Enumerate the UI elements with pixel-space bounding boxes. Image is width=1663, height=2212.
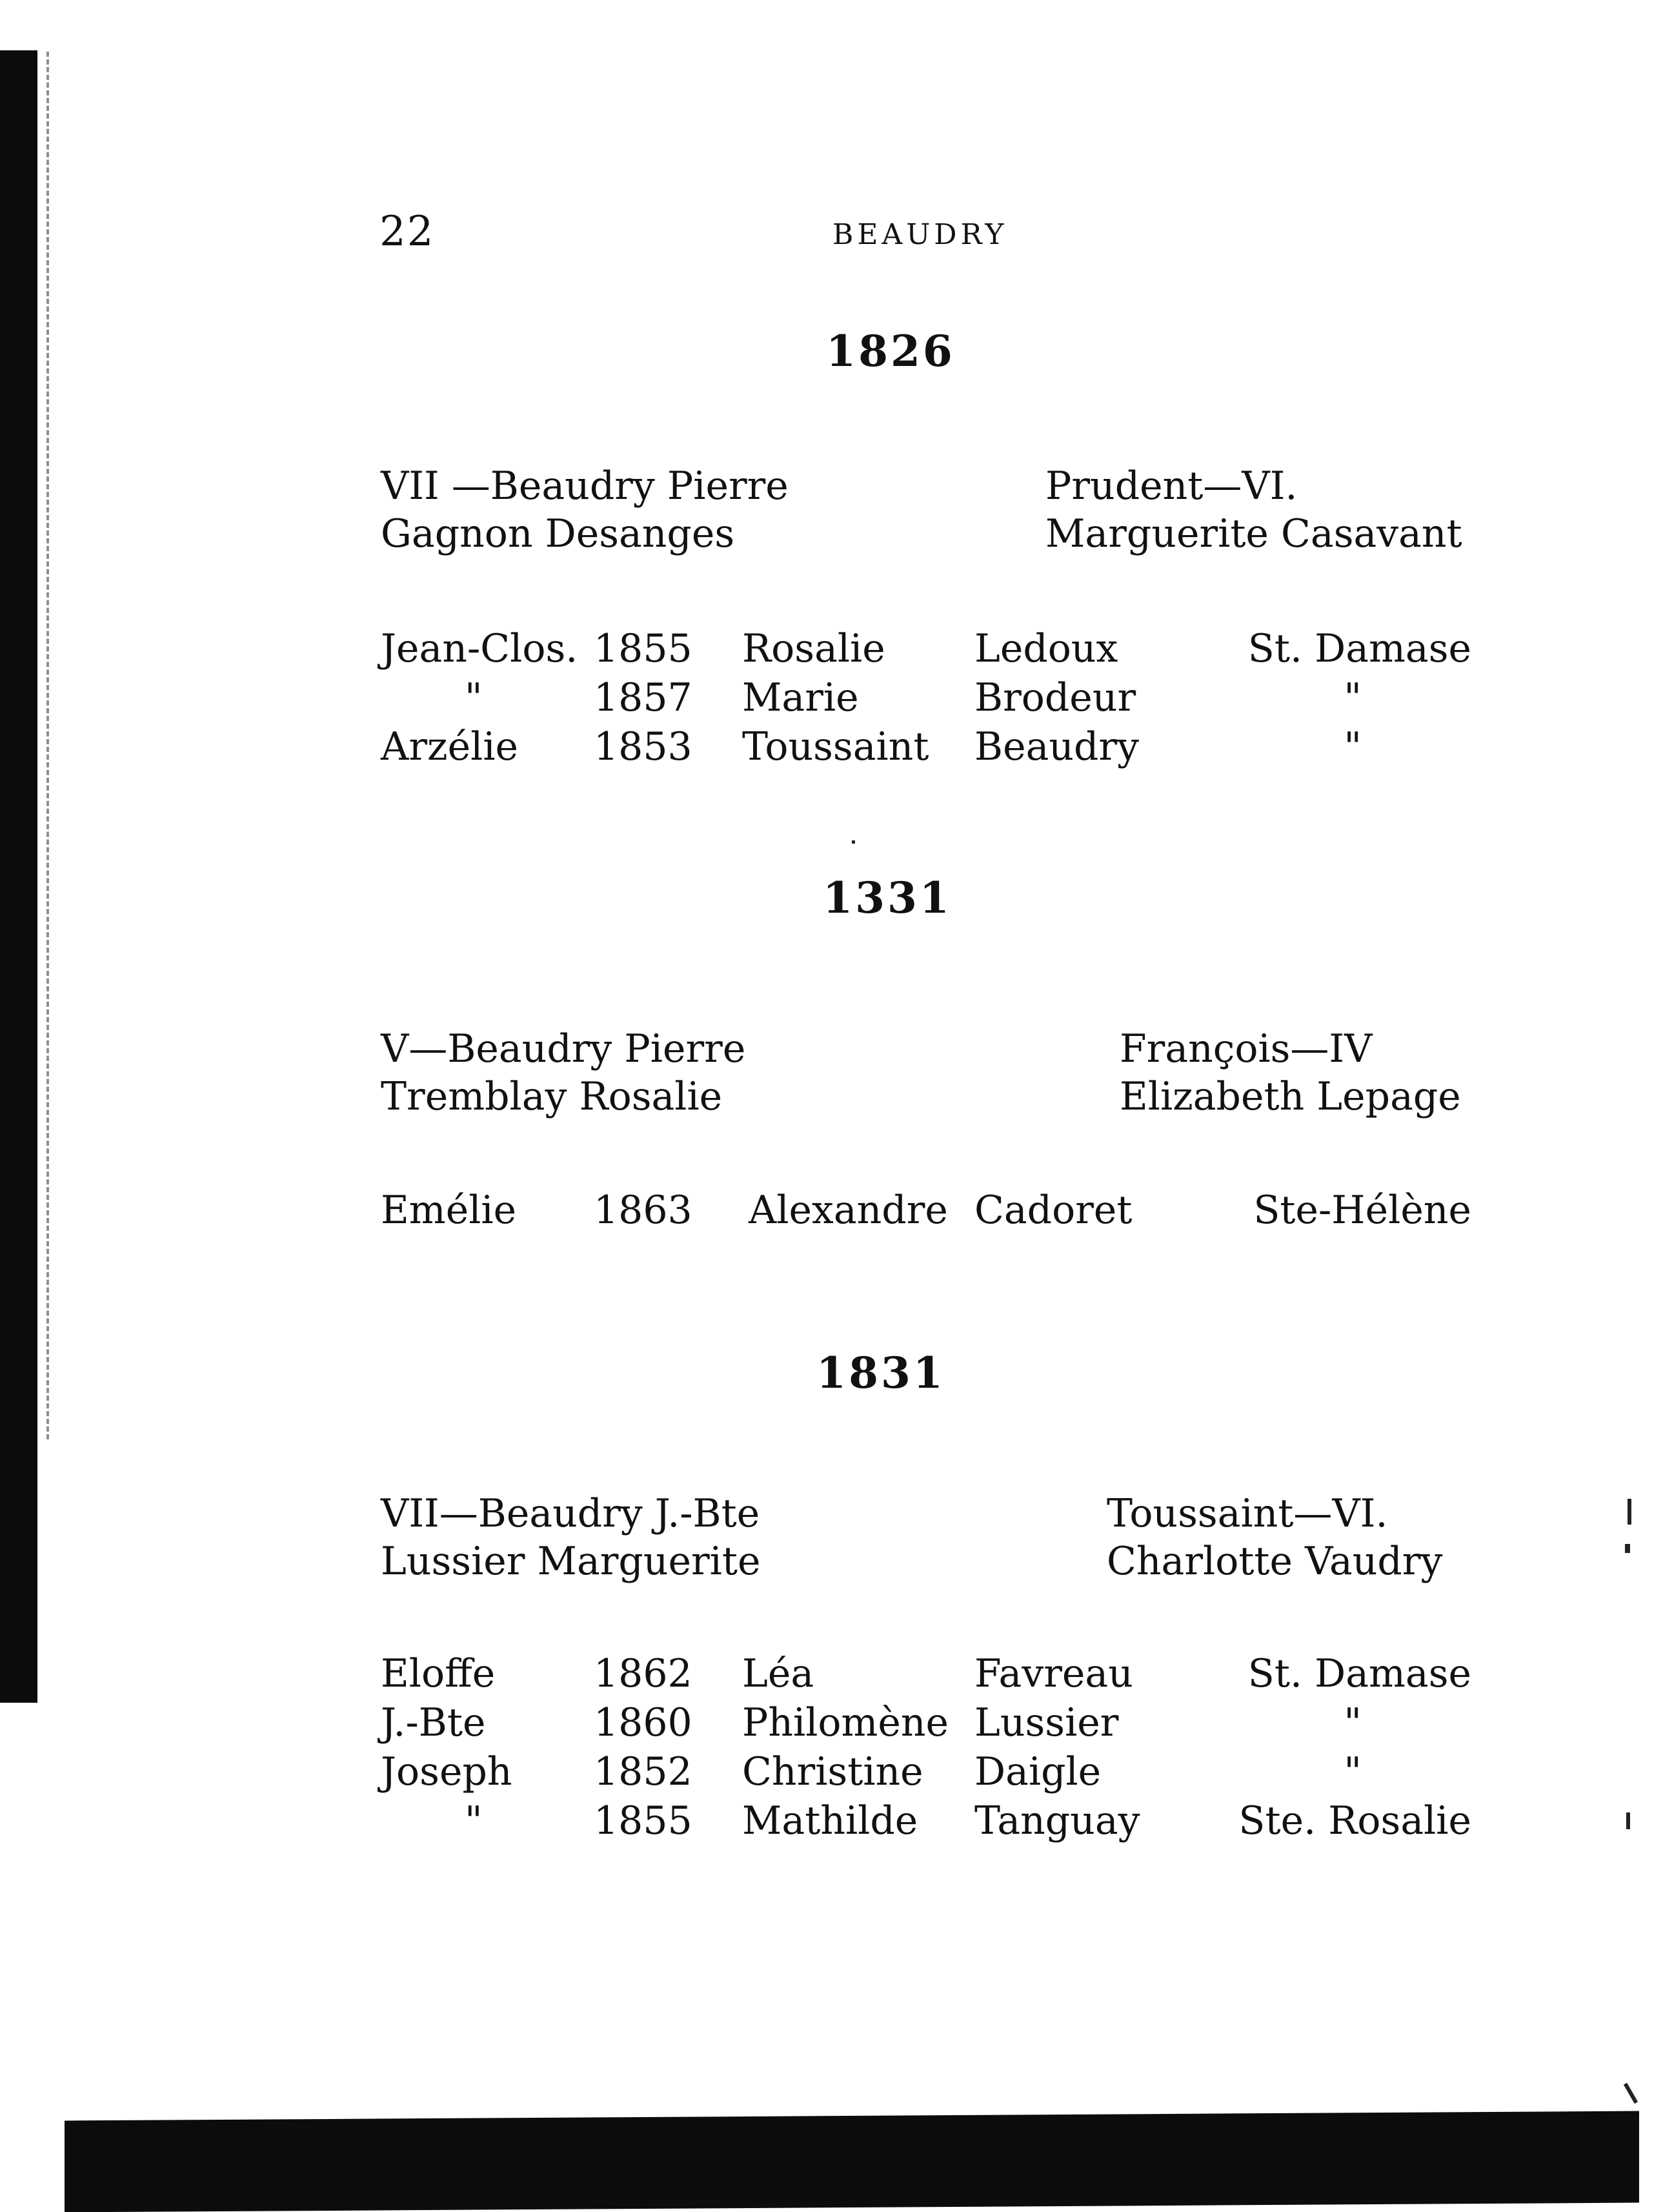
husband-parent: Prudent—VI. — [1045, 463, 1298, 509]
running-title: BEAUDRY — [832, 218, 1008, 251]
marriage-year: 1853 — [594, 724, 692, 769]
scan-mark — [1626, 1812, 1630, 1829]
marriage-year: 1855 — [594, 626, 692, 671]
child-name: Eloffe — [381, 1651, 496, 1696]
marriage-year: 1863 — [594, 1188, 692, 1233]
spouse-first-name: Marie — [742, 675, 859, 720]
page-number: 22 — [379, 208, 435, 256]
child-name: Jean-Clos. — [381, 626, 578, 671]
marriage-place-ditto: " — [1344, 724, 1362, 769]
marriage-place: Ste. Rosalie — [1238, 1798, 1471, 1843]
spouse-last-name: Cadoret — [974, 1188, 1133, 1233]
spouse-last-name: Ledoux — [974, 626, 1118, 671]
scan-mark — [1624, 2083, 1638, 2104]
child-name: Emélie — [381, 1188, 517, 1233]
husband-line: VII —Beaudry Pierre — [381, 463, 789, 509]
wife-parent: Elizabeth Lepage — [1120, 1074, 1461, 1119]
section-year: 1826 — [826, 326, 955, 376]
section-year: 1831 — [816, 1348, 945, 1398]
child-name: J.-Bte — [381, 1700, 486, 1745]
table-row — [381, 1188, 1471, 1235]
table-row — [381, 1749, 1471, 1797]
marriage-place-ditto: " — [1344, 675, 1362, 720]
marriage-place: Ste-Hélène — [1253, 1188, 1471, 1233]
child-name: Joseph — [381, 1749, 512, 1794]
child-name-ditto: " — [465, 675, 483, 720]
spouse-first-name: Christine — [742, 1749, 923, 1794]
spouse-last-name: Brodeur — [974, 675, 1136, 720]
table-row — [381, 1651, 1471, 1699]
wife-line: Lussier Marguerite — [381, 1539, 761, 1584]
spouse-first-name: Léa — [742, 1651, 814, 1696]
spouse-last-name: Favreau — [974, 1651, 1133, 1696]
spouse-last-name: Lussier — [974, 1700, 1119, 1745]
wife-line: Gagnon Desanges — [381, 511, 735, 556]
table-row — [381, 724, 1471, 772]
husband-parent: François—IV — [1120, 1026, 1373, 1071]
spouse-first-name: Alexandre — [749, 1188, 948, 1233]
spouse-last-name: Tanguay — [974, 1798, 1140, 1843]
scan-mark — [852, 840, 855, 844]
marriage-year: 1855 — [594, 1798, 692, 1843]
table-row — [381, 626, 1471, 674]
spouse-first-name: Philomène — [742, 1700, 949, 1745]
child-name-ditto: " — [465, 1798, 483, 1843]
marriage-year: 1862 — [594, 1651, 692, 1696]
scan-mark — [1625, 1544, 1630, 1553]
spouse-first-name: Rosalie — [742, 626, 885, 671]
table-row — [381, 675, 1471, 723]
scan-mark — [1628, 1499, 1631, 1525]
spouse-last-name: Daigle — [974, 1749, 1102, 1794]
marriage-year: 1852 — [594, 1749, 692, 1794]
section-year: 1331 — [823, 873, 952, 923]
scan-speckle-left — [46, 52, 53, 1439]
husband-parent: Toussaint—VI. — [1107, 1491, 1388, 1536]
marriage-place-ditto: " — [1344, 1700, 1362, 1745]
wife-line: Tremblay Rosalie — [381, 1074, 723, 1119]
wife-parent: Charlotte Vaudry — [1107, 1539, 1443, 1584]
spouse-last-name: Beaudry — [974, 724, 1139, 769]
child-name: Arzélie — [381, 724, 519, 769]
husband-line: VII—Beaudry J.-Bte — [381, 1491, 760, 1536]
wife-parent: Marguerite Casavant — [1045, 511, 1462, 556]
scan-edge-bottom — [65, 2111, 1639, 2212]
husband-line: V—Beaudry Pierre — [381, 1026, 746, 1071]
scan-edge-left — [0, 50, 37, 1703]
marriage-year: 1857 — [594, 675, 692, 720]
table-row — [381, 1700, 1471, 1748]
spouse-first-name: Toussaint — [742, 724, 929, 769]
marriage-year: 1860 — [594, 1700, 692, 1745]
spouse-first-name: Mathilde — [742, 1798, 918, 1843]
table-row — [381, 1798, 1471, 1846]
marriage-place-ditto: " — [1344, 1749, 1362, 1794]
marriage-place: St. Damase — [1247, 626, 1471, 671]
marriage-place: St. Damase — [1247, 1651, 1471, 1696]
